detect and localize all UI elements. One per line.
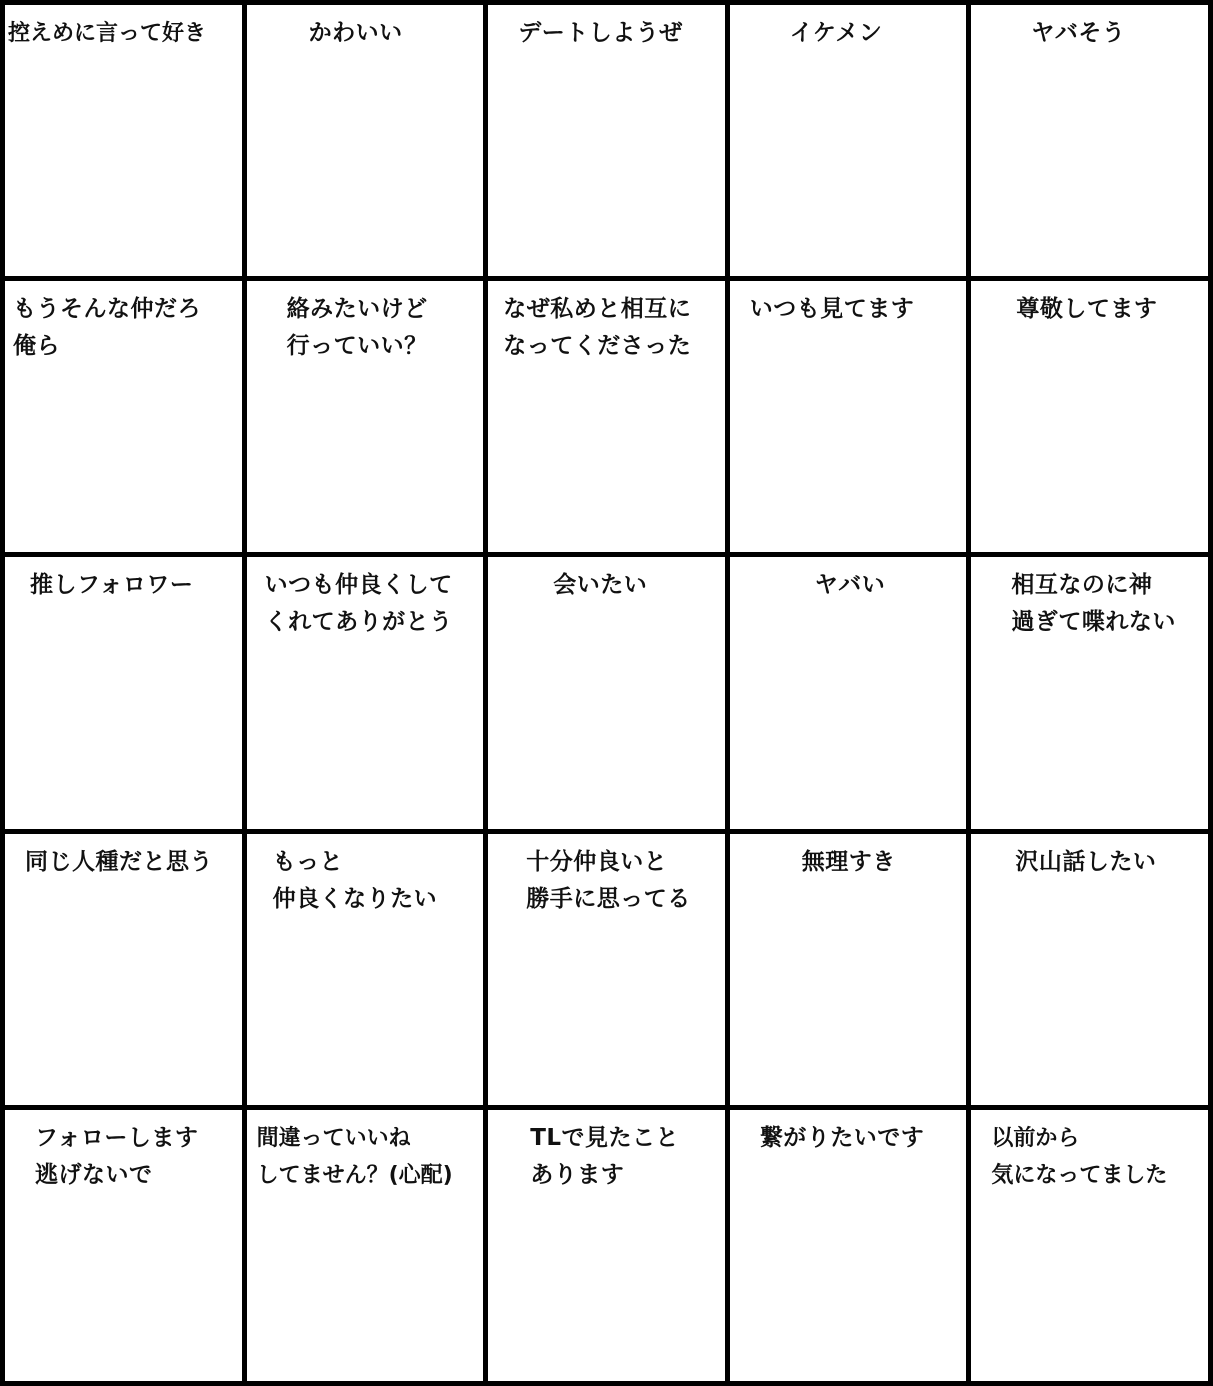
grid-cell	[247, 281, 484, 552]
cell-label	[265, 567, 484, 641]
cell-label-line: 行っていい？	[286, 333, 428, 360]
cell-label-line: 同じ人種だと思う	[25, 848, 213, 875]
cell-label-line: 控えめに言って好き	[8, 21, 207, 46]
cell-label-line: 推しフォロワー	[30, 572, 194, 599]
cell-label-line: イケメン	[789, 20, 883, 46]
cell-label	[25, 844, 242, 881]
grid-cell	[488, 281, 725, 552]
grid-cell	[247, 834, 484, 1105]
cell-label-line: 無理すき	[801, 848, 896, 875]
cell-label	[1011, 567, 1208, 641]
cell-label	[35, 1120, 242, 1194]
cell-label-line: 気になってました	[991, 1162, 1168, 1188]
cell-label-line: してません？(心配)	[256, 1162, 453, 1188]
cell-label-line: 尊敬してます	[1016, 296, 1158, 323]
grid-cell	[5, 557, 242, 828]
cell-label	[530, 1120, 725, 1194]
cell-label	[309, 15, 484, 52]
cell-label	[257, 1120, 484, 1194]
cell-label	[991, 1120, 1208, 1194]
grid-cell	[730, 1110, 967, 1381]
cell-label-line: もっと	[272, 848, 344, 875]
cell-label-line: いつも仲良くして	[264, 572, 453, 599]
cell-label	[750, 291, 967, 328]
grid-cell	[247, 5, 484, 276]
grid-cell	[5, 281, 242, 552]
grid-cell	[5, 5, 242, 276]
cell-label	[526, 844, 725, 918]
cell-label-line: フォローします	[35, 1124, 199, 1151]
cell-label-line: 十分仲良いと	[526, 848, 668, 875]
cell-label	[13, 291, 242, 365]
cell-label-line: 勝手に思ってる	[526, 885, 691, 912]
grid-cell	[730, 5, 967, 276]
cell-label	[273, 844, 484, 918]
grid-cell	[5, 1110, 242, 1381]
cell-label	[1031, 15, 1208, 52]
cell-label-line: いつも見てます	[749, 296, 915, 323]
cell-label	[503, 291, 725, 365]
cell-label	[760, 1120, 967, 1157]
grid-cell	[730, 834, 967, 1105]
cell-label-line: ヤバそう	[1031, 20, 1126, 46]
cell-label	[8, 15, 242, 52]
grid-cell	[488, 834, 725, 1105]
grid-cell	[971, 834, 1208, 1105]
cell-label-line: もうそんな仲だろ	[13, 296, 201, 323]
grid-cell	[971, 5, 1208, 276]
grid-cell	[730, 557, 967, 828]
cell-label-line: かわいい	[308, 20, 403, 46]
cell-label-line: なぜ私めと相互に	[503, 296, 692, 323]
grid-cell	[971, 557, 1208, 828]
cell-label-line: 逃げないで	[35, 1161, 153, 1188]
cell-label-line: 間違っていいね	[256, 1125, 411, 1151]
grid-cell	[488, 1110, 725, 1381]
cell-label-line: 絡みたいけど	[286, 296, 428, 323]
cell-label	[815, 567, 967, 604]
cell-label-line: ヤバい	[814, 572, 886, 599]
cell-label-line: 相互なのに神	[1011, 572, 1153, 599]
cell-label	[790, 15, 967, 52]
cell-label-line: 俺ら	[13, 333, 60, 360]
cell-label-line: 仲良くなりたい	[272, 885, 438, 912]
grid-cell	[488, 5, 725, 276]
cell-label-line: 以前から	[991, 1125, 1080, 1151]
grid-cell	[247, 557, 484, 828]
cell-label-line: あります	[530, 1161, 625, 1188]
grid-cell	[971, 281, 1208, 552]
grid-cell	[5, 834, 242, 1105]
cell-label	[553, 567, 725, 604]
cell-label-line: TLで見たこと	[530, 1124, 680, 1151]
cell-label	[30, 567, 242, 604]
cell-label-line: 会いたい	[553, 572, 648, 599]
cell-label	[1016, 291, 1208, 328]
grid-cell	[247, 1110, 484, 1381]
cell-label-line: くれてありがとう	[264, 609, 453, 636]
grid-cell	[971, 1110, 1208, 1381]
cell-label-line: デートしようぜ	[518, 20, 683, 46]
grid-cell	[730, 281, 967, 552]
grid-cell	[488, 557, 725, 828]
cell-label-line: 沢山話したい	[1015, 848, 1157, 875]
cell-label-line: なってくださった	[503, 333, 692, 360]
cell-label-line: 過ぎて喋れない	[1011, 609, 1176, 636]
cell-label	[802, 844, 967, 881]
cell-label	[518, 15, 725, 52]
cell-label	[287, 291, 484, 365]
cell-label	[1015, 844, 1208, 881]
cell-label-line: 繋がりたいです	[759, 1124, 925, 1151]
